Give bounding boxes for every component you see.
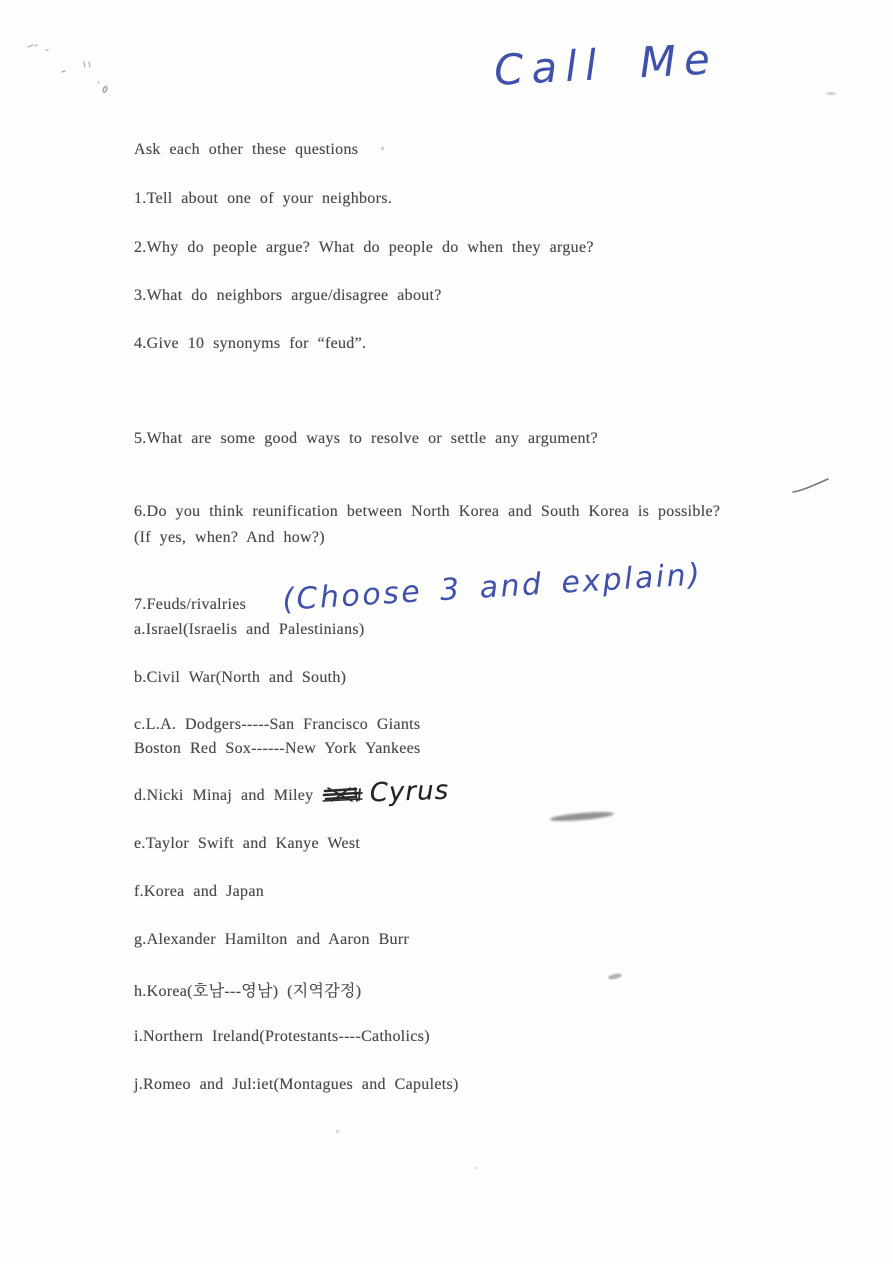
question-4: 4.Give 10 synonyms for “feud”. — [134, 335, 367, 352]
ink-dot — [381, 147, 384, 150]
question-6-line-1: 6.Do you think reunification between North Korea and South Korea is possible? — [134, 503, 721, 520]
feud-item-a: a.Israel(Israelis and Palestinians) — [134, 621, 365, 638]
small-smudge — [608, 973, 623, 981]
feud-item-e: e.Taylor Swift and Kanye West — [134, 835, 361, 852]
feud-item-f: f.Korea and Japan — [134, 883, 265, 900]
question-3: 3.What do neighbors argue/disagree about? — [134, 287, 442, 304]
feud-item-h: h.Korea(호남---영남) (지역감정) — [134, 983, 362, 1000]
feud-item-g: g.Alexander Hamilton and Aaron Burr — [134, 931, 410, 948]
ink-smudge — [550, 810, 614, 823]
paper-speck — [826, 92, 836, 95]
pen-stroke-mark — [790, 476, 832, 501]
question-5: 5.What are some good ways to resolve or settle any argument? — [134, 430, 598, 447]
feud-item-c-line2: Boston Red Sox------New York Yankees — [134, 740, 421, 757]
question-7: 7.Feuds/rivalries — [134, 596, 247, 613]
handwritten-cyrus: Cyrus — [368, 775, 450, 809]
scribble-mark — [322, 786, 364, 809]
question-6-line-2: (If yes, when? And how?) — [134, 529, 325, 546]
feud-item-c: c.L.A. Dodgers-----San Francisco Giants — [134, 716, 421, 733]
feud-item-d-text: d.Nicki Minaj and Miley — [134, 787, 314, 804]
question-2: 2.Why do people argue? What do people do when they argue? — [134, 239, 594, 256]
feud-item-j: j.Romeo and Jul:iet(Montagues and Capulets) — [134, 1076, 459, 1093]
handwritten-choose-note: (Choose 3 and explain) — [281, 557, 704, 618]
feud-item-b: b.Civil War(North and South) — [134, 669, 347, 686]
paper-speck-bottom — [336, 1130, 339, 1133]
pencil-marks — [20, 38, 130, 103]
feud-item-d — [134, 775, 450, 811]
handwritten-call-me: Call Me — [492, 34, 719, 95]
feud-item-i: i.Northern Ireland(Protestants----Catholics) — [134, 1028, 430, 1045]
paper-speck-bottom-2 — [474, 1167, 477, 1169]
question-1: 1.Tell about one of your neighbors. — [134, 190, 393, 207]
intro-line: Ask each other these questions — [134, 141, 359, 158]
